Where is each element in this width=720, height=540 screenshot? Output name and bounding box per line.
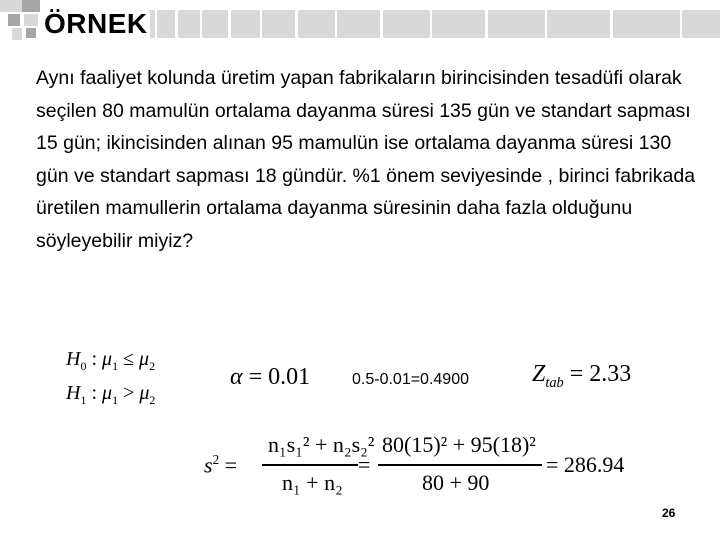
alpha-value: = 0.01 xyxy=(248,364,311,390)
numerator-right: 80(15)² + 95(18)² xyxy=(382,432,536,457)
null-hypothesis: $H_0$ : $\mu_1 \le \mu_2$ xyxy=(66,348,156,373)
page-number: 26 xyxy=(662,506,676,520)
fraction-line-left xyxy=(262,464,358,466)
s2-result: = 286.94 xyxy=(546,452,625,477)
ztab-value: = 2.33 xyxy=(569,361,632,387)
fraction-line-right xyxy=(378,464,542,466)
numerator-left: n₁s₁² + n₂s₂² xyxy=(268,432,375,457)
problem-text: Aynı faaliyet kolunda üretim yapan fabrikaların birincisinden tesadüfi olarak seçilen 80 mamulün ortalama dayanma süresi 135 gün ve standart sapması 15 gün; ikincisinden alınan 95 mamulün ise ortalama dayanma süresi 130 gün ve standart sapması 18 gündür. %1 önem seviyesinde , birinci fabrikada üretilen mamullerin ortalama dayanma süresinin daha fazla olduğunu söyleyebilir miyiz? xyxy=(36,67,696,252)
denominator-left: n₁ + n₂ xyxy=(282,470,343,495)
s2-label: $s^2$ = xyxy=(204,452,238,478)
alpha-formula: α = 0.01 xyxy=(230,364,311,390)
calc-text: 0.5-0.01=0.4900 xyxy=(352,371,469,388)
ztab-formula: $Z_{tab} = 2.33$ xyxy=(532,361,632,391)
slide-title: ÖRNEK xyxy=(44,8,148,39)
equals-sign: = xyxy=(358,452,371,477)
denominator-right: 80 + 90 xyxy=(422,470,490,495)
alternative-hypothesis: $H_1$ : $\mu_1 > \mu_2$ xyxy=(66,382,156,407)
